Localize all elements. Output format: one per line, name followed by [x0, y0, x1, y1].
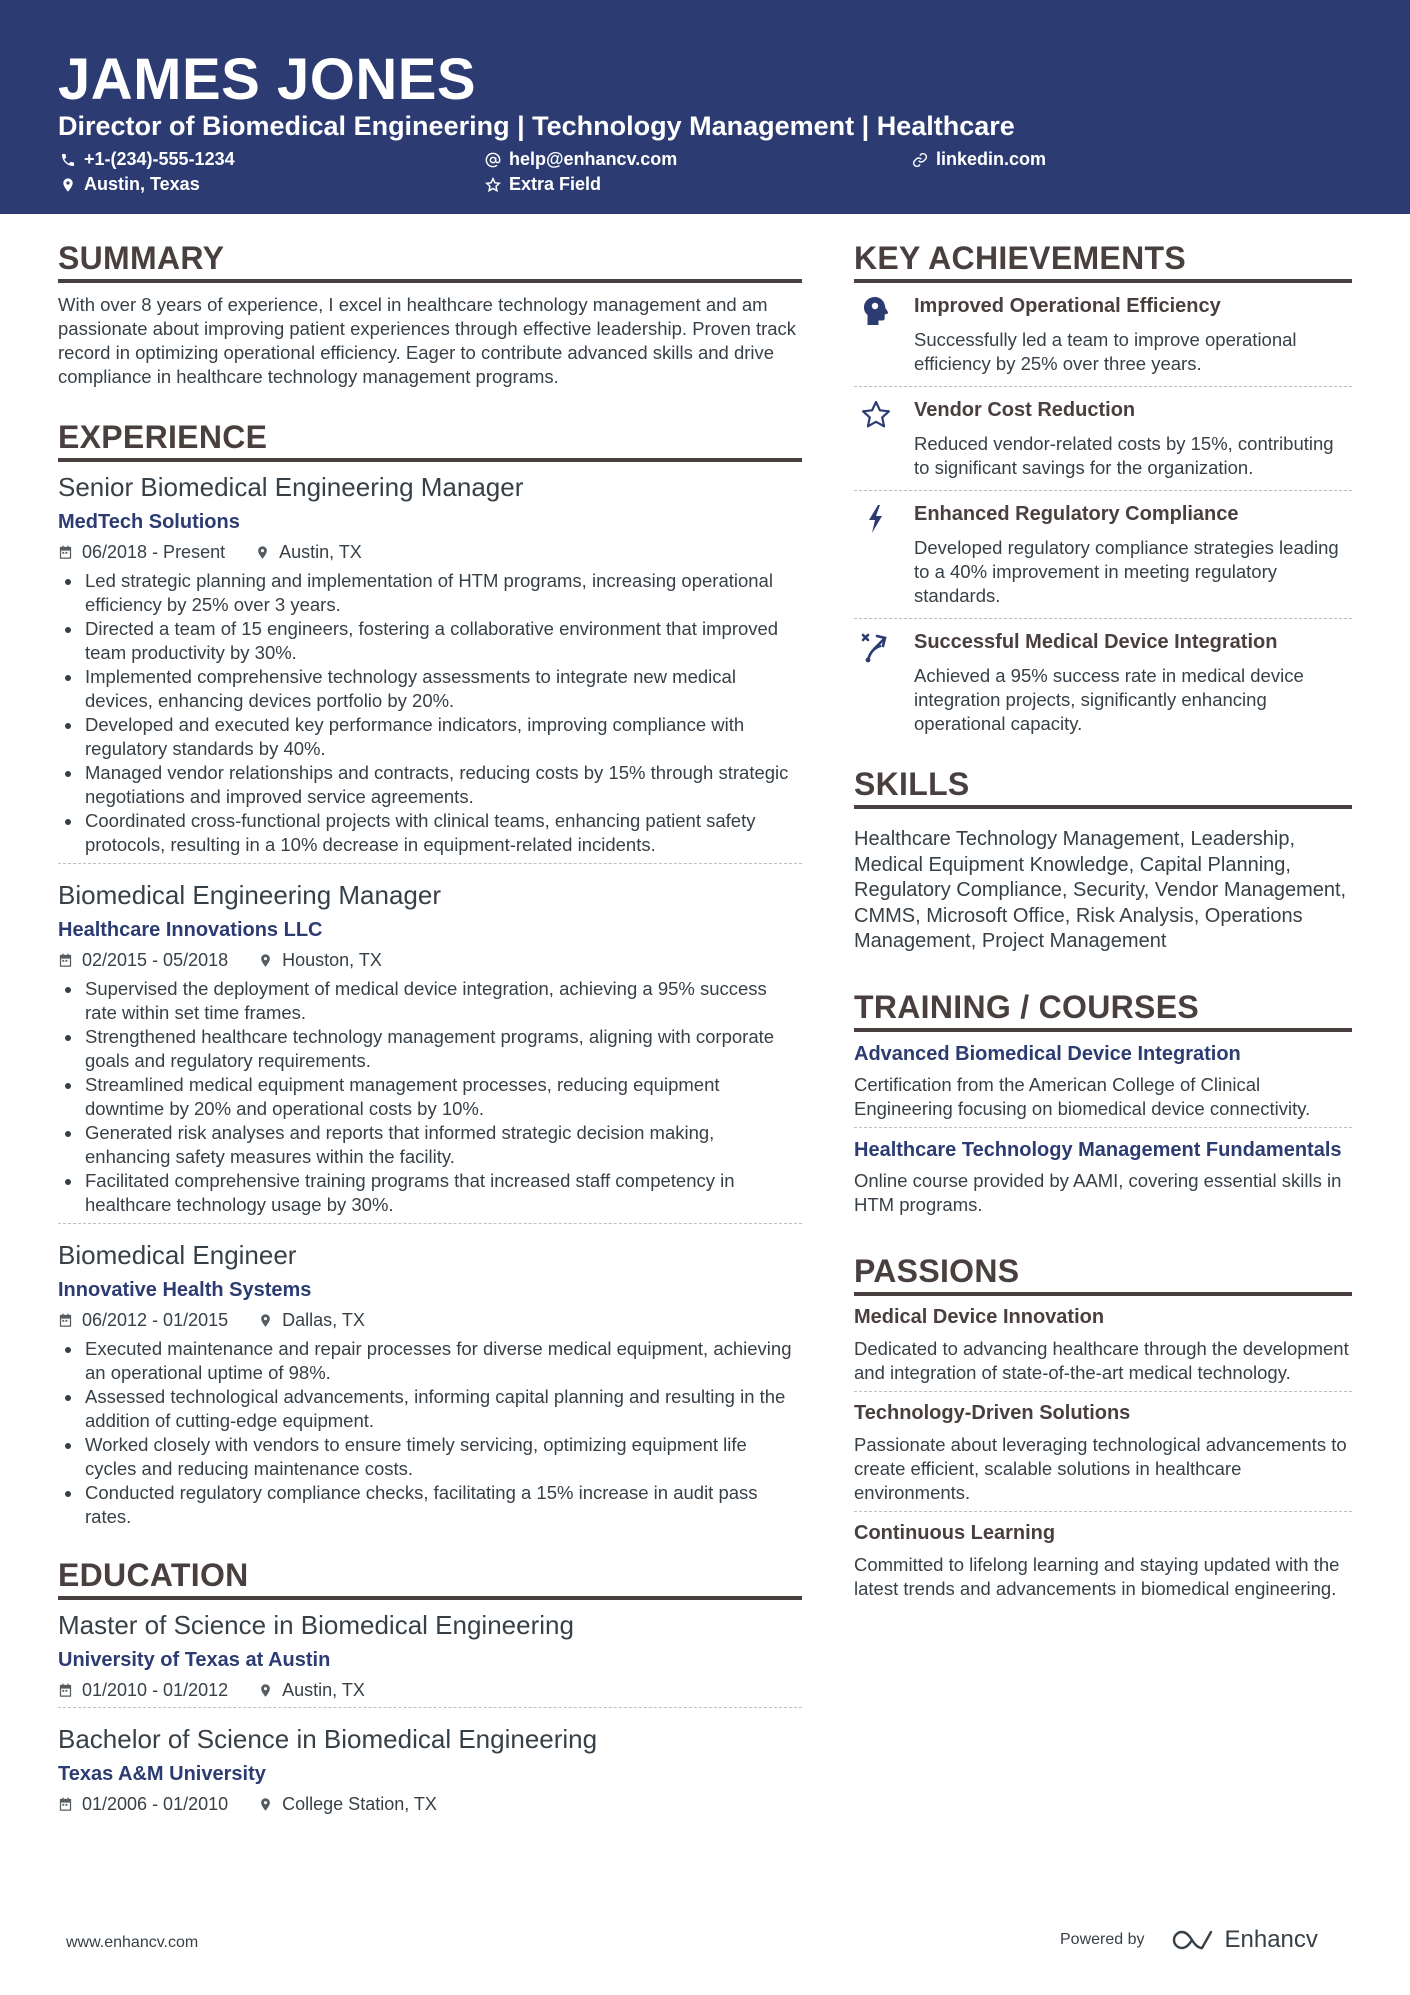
location-pin-icon — [258, 1313, 273, 1328]
job-meta — [58, 950, 802, 971]
phone-icon — [60, 152, 76, 168]
job-location — [255, 542, 362, 563]
resume-header — [0, 0, 1410, 214]
job-location-text: Houston, TX — [282, 950, 382, 970]
job-title: Biomedical Engineering Manager — [58, 880, 442, 910]
job-bullet: Streamlined medical equipment management processes, reducing equipment downtime by 20% and operational costs by 10%. — [58, 1073, 802, 1121]
achievements-heading: KEY ACHIEVEMENTS — [854, 240, 1352, 283]
link-icon — [912, 152, 928, 168]
calendar-icon — [58, 545, 73, 560]
contact-phone[interactable] — [60, 149, 235, 170]
education-location — [258, 1794, 437, 1815]
school-name: University of Texas at Austin — [58, 1649, 331, 1671]
achievement-desc: Reduced vendor-related costs by 15%, contributing to significant savings for the organization. — [914, 433, 1334, 478]
achievement-item — [854, 618, 1352, 746]
passion-desc: Dedicated to advancing healthcare through the development and integration of state-of-the-art medical technology. — [854, 1337, 1349, 1383]
education-entry — [58, 1707, 802, 1821]
job-bullet: Developed and executed key performance indicators, improving compliance with regulatory standards by 40%. — [58, 713, 802, 761]
achievement-desc: Developed regulatory compliance strategies leading to a 40% improvement in meeting regulatory standards. — [914, 537, 1339, 606]
company-name: Innovative Health Systems — [58, 1279, 312, 1301]
education-heading: EDUCATION — [58, 1557, 802, 1600]
summary-text: With over 8 years of experience, I excel in healthcare technology management and am passionate about improving patient experiences through effective leadership. Proven track record in optimizing operational efficiency. Eager to contribute advanced skills and drive compliance in healthcare technology management programs. — [58, 294, 797, 387]
course-title: Healthcare Technology Management Fundamentals — [854, 1138, 1342, 1161]
experience-entry — [58, 472, 802, 863]
job-dates: 06/2012 - 01/2015 — [82, 1310, 229, 1330]
education-meta — [58, 1680, 802, 1701]
achievement-desc: Successfully led a team to improve operational efficiency by 25% over three years. — [914, 329, 1297, 374]
location-pin-icon — [258, 1797, 273, 1812]
passion-title: Medical Device Innovation — [854, 1305, 1105, 1328]
experience-entry — [58, 1223, 802, 1535]
job-meta — [58, 1310, 802, 1331]
experience-heading: EXPERIENCE — [58, 419, 802, 462]
job-bullet: Coordinated cross-functional projects with clinical teams, enhancing patient safety protocols, resulting in a 10% decrease in equipment-related incidents. — [58, 809, 802, 857]
passion-item — [854, 1391, 1352, 1511]
job-bullets — [58, 569, 802, 857]
phone-text: +1-(234)-555-1234 — [84, 149, 235, 169]
achievement-title: Enhanced Regulatory Compliance — [914, 503, 1239, 525]
job-location-text: Austin, TX — [279, 542, 362, 562]
enhancv-logo-icon — [1171, 1927, 1217, 1953]
course-desc: Certification from the American College of Clinical Engineering focusing on biomedical device connectivity. — [854, 1073, 1311, 1119]
job-bullet: Executed maintenance and repair processes for diverse medical equipment, achieving an operational uptime of 98%. — [58, 1337, 802, 1385]
linkedin-text: linkedin.com — [936, 149, 1047, 169]
enhancv-logo — [1171, 1926, 1318, 1954]
powered-by-label: Powered by — [1060, 1931, 1145, 1948]
job-title: Biomedical Engineer — [58, 1240, 297, 1270]
footer-powered-by[interactable] — [1060, 1926, 1318, 1954]
job-bullet: Led strategic planning and implementation of HTM programs, increasing operational efficiency by 25% over 3 years. — [58, 569, 802, 617]
passion-desc: Committed to lifelong learning and staying updated with the latest trends and advancements in biomedical engineering. — [854, 1553, 1340, 1599]
job-bullet: Directed a team of 15 engineers, fostering a collaborative environment that improved team productivity by 30%. — [58, 617, 802, 665]
achievement-item — [854, 490, 1352, 618]
course-item — [854, 1032, 1352, 1127]
education-location — [258, 1680, 365, 1701]
contact-linkedin[interactable] — [912, 149, 1046, 170]
course-desc: Online course provided by AAMI, covering essential skills in HTM programs. — [854, 1169, 1342, 1215]
brand-name: Enhancv — [1224, 1926, 1318, 1953]
achievement-title: Successful Medical Device Integration — [914, 631, 1278, 653]
passion-title: Technology-Driven Solutions — [854, 1401, 1131, 1424]
company-name: MedTech Solutions — [58, 511, 240, 533]
education-location-text: Austin, TX — [282, 1680, 365, 1700]
star-icon — [860, 399, 892, 431]
passion-item — [854, 1296, 1352, 1391]
passion-desc: Passionate about leveraging technological advancements to create efficient, scalable solutions in healthcare environments. — [854, 1433, 1347, 1503]
school-name: Texas A&M University — [58, 1763, 266, 1785]
job-bullet: Assessed technological advancements, informing capital planning and resulting in the addition of cutting-edge equipment. — [58, 1385, 802, 1433]
job-location — [258, 1310, 365, 1331]
job-meta — [58, 542, 802, 563]
experience-entry — [58, 863, 802, 1223]
skills-list: Healthcare Technology Management, Leadership, Medical Equipment Knowledge, Capital Planning, Regulatory Compliance, Security, Vendor Management, CMMS, Microsoft Office, Risk Analysis, Operations Management, Project Management — [854, 828, 1347, 952]
education-meta — [58, 1794, 802, 1815]
calendar-icon — [58, 953, 73, 968]
job-location-text: Dallas, TX — [282, 1310, 365, 1330]
achievement-item — [854, 283, 1352, 386]
lightning-icon — [860, 503, 892, 535]
at-icon — [485, 152, 501, 168]
footer-website[interactable]: www.enhancv.com — [66, 1934, 199, 1951]
job-bullets — [58, 977, 802, 1217]
candidate-name: JAMES JONES — [58, 47, 477, 112]
job-bullet: Worked closely with vendors to ensure timely servicing, optimizing equipment life cycles and reducing maintenance costs. — [58, 1433, 802, 1481]
contact-location — [60, 174, 200, 195]
right-column — [854, 240, 1352, 1607]
passions-heading: PASSIONS — [854, 1253, 1352, 1296]
achievement-item — [854, 386, 1352, 490]
calendar-icon — [58, 1797, 73, 1812]
job-bullet: Facilitated comprehensive training programs that increased staff competency in healthcare technology usage by 30%. — [58, 1169, 802, 1217]
location-pin-icon — [258, 953, 273, 968]
passion-title: Continuous Learning — [854, 1521, 1056, 1544]
head-icon — [860, 295, 892, 327]
course-title: Advanced Biomedical Device Integration — [854, 1042, 1241, 1065]
calendar-icon — [58, 1313, 73, 1328]
job-dates: 02/2015 - 05/2018 — [82, 950, 229, 970]
achievement-desc: Achieved a 95% success rate in medical device integration projects, significantly enhancing operational capacity. — [914, 665, 1304, 734]
education-dates: 01/2010 - 01/2012 — [82, 1680, 229, 1700]
job-bullet: Implemented comprehensive technology assessments to integrate new medical devices, enhancing devices portfolio by 20%. — [58, 665, 802, 713]
job-bullet: Supervised the deployment of medical device integration, achieving a 95% success rate within set time frames. — [58, 977, 802, 1025]
location-pin-icon — [258, 1683, 273, 1698]
candidate-title: Director of Biomedical Engineering | Technology Management | Healthcare — [58, 111, 1015, 141]
degree-title: Bachelor of Science in Biomedical Engineering — [58, 1724, 598, 1754]
location-pin-icon — [60, 177, 76, 193]
job-bullet: Managed vendor relationships and contracts, reducing costs by 15% through strategic negotiations and improved service agreements. — [58, 761, 802, 809]
job-dates: 06/2018 - Present — [82, 542, 226, 562]
company-name: Healthcare Innovations LLC — [58, 919, 323, 941]
job-bullet: Generated risk analyses and reports that informed strategic decision making, enhancing safety measures within the facility. — [58, 1121, 802, 1169]
training-heading: TRAINING / COURSES — [854, 989, 1352, 1032]
location-text: Austin, Texas — [84, 174, 200, 194]
job-location — [258, 950, 382, 971]
star-outline-icon — [485, 177, 501, 193]
education-entry — [58, 1610, 802, 1707]
location-pin-icon — [255, 545, 270, 560]
contact-email[interactable] — [485, 149, 677, 170]
education-location-text: College Station, TX — [282, 1794, 437, 1814]
job-bullet: Conducted regulatory compliance checks, facilitating a 15% increase in audit pass rates. — [58, 1481, 802, 1529]
achievement-title: Improved Operational Efficiency — [914, 295, 1221, 317]
education-dates: 01/2006 - 01/2010 — [82, 1794, 229, 1814]
achievement-title: Vendor Cost Reduction — [914, 399, 1136, 421]
email-text: help@enhancv.com — [509, 149, 678, 169]
job-bullets — [58, 1337, 802, 1529]
degree-title: Master of Science in Biomedical Engineering — [58, 1610, 574, 1640]
extra-field-text: Extra Field — [509, 174, 602, 194]
summary-heading: SUMMARY — [58, 240, 802, 283]
experience-list — [58, 472, 802, 1535]
passion-item — [854, 1511, 1352, 1607]
route-icon — [860, 631, 892, 663]
job-title: Senior Biomedical Engineering Manager — [58, 472, 524, 502]
calendar-icon — [58, 1683, 73, 1698]
course-item — [854, 1127, 1352, 1223]
skills-heading: SKILLS — [854, 766, 1352, 809]
job-bullet: Strengthened healthcare technology management programs, aligning with corporate goals and regulatory requirements. — [58, 1025, 802, 1073]
contact-extra — [485, 174, 601, 195]
left-column — [58, 240, 802, 1821]
